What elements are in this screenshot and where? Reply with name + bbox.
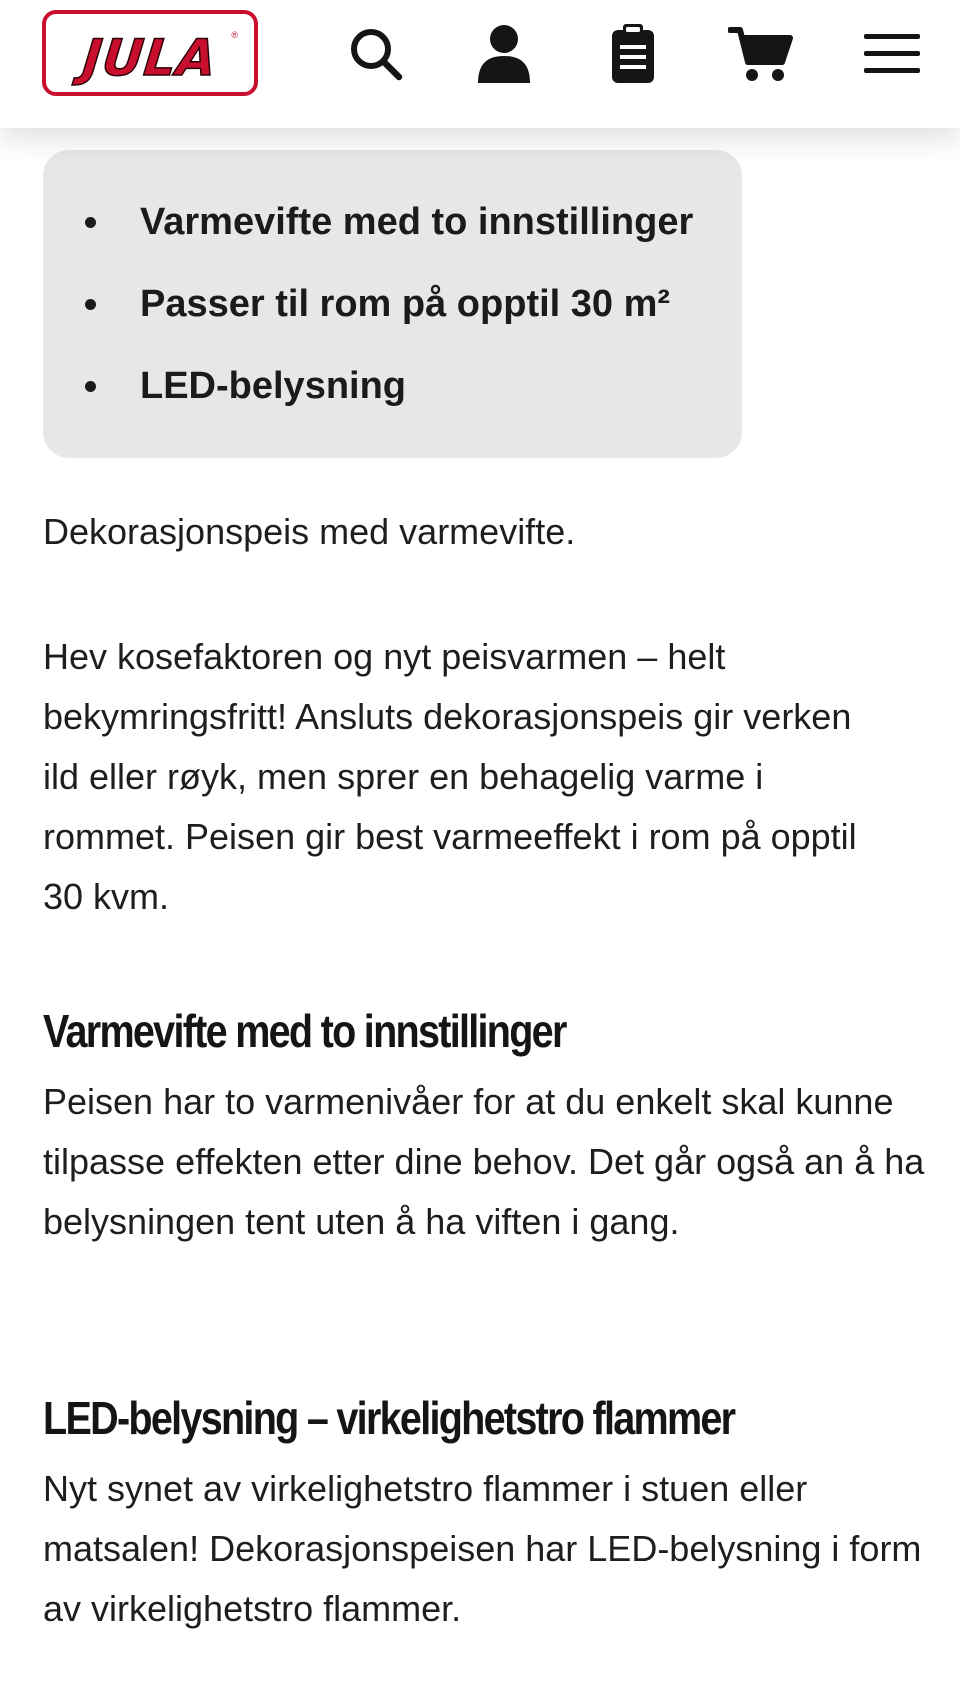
highlight-text: Varmevifte med to innstillinger bbox=[140, 200, 694, 243]
account-button[interactable] bbox=[464, 18, 544, 90]
menu-icon bbox=[864, 30, 920, 78]
shopping-list-button[interactable] bbox=[593, 18, 673, 90]
account-icon bbox=[475, 23, 533, 85]
site-header bbox=[0, 0, 960, 128]
bullet bbox=[85, 299, 96, 310]
section-heading-led: LED-belysning – virkelighetstro flammer bbox=[43, 1392, 735, 1444]
logo-frame bbox=[52, 20, 248, 86]
list-icon bbox=[609, 23, 657, 85]
jula-logo[interactable] bbox=[42, 10, 258, 96]
search-icon bbox=[346, 24, 406, 84]
description-intro: Dekorasjonspeis med varmevifte. bbox=[43, 511, 576, 552]
registered-mark: ® bbox=[231, 30, 238, 40]
cart-button[interactable] bbox=[721, 18, 801, 90]
section-text-led: Nyt synet av virkelighetstro flammer i stuen eller matsalen! Dekorasjonspeisen har LED-belysning i form av virkelighetstro flammer. bbox=[43, 1468, 922, 1629]
highlight-text: LED-belysning bbox=[140, 364, 407, 407]
highlight-text: Passer til rom på opptil 30 m² bbox=[140, 282, 671, 325]
section-heading-fan: Varmevifte med to innstillinger bbox=[43, 1005, 566, 1057]
bullet bbox=[85, 217, 96, 228]
cart-icon bbox=[728, 24, 794, 84]
highlights-box bbox=[43, 150, 742, 458]
bullet bbox=[85, 381, 96, 392]
menu-button[interactable] bbox=[852, 18, 932, 90]
section-text-fan: Peisen har to varmenivåer for at du enkelt skal kunne tilpasse effekten etter dine behov. Det går også an å ha belysningen tent uten å ha viften i gang. bbox=[43, 1081, 925, 1242]
logo-text: JULA bbox=[80, 29, 220, 87]
search-button[interactable] bbox=[336, 18, 416, 90]
description-body: Hev kosefaktoren og nyt peisvarmen – helt bekymringsfritt! Ansluts dekorasjonspeis gir verken ild eller røyk, men sprer en behagelig varme i rommet. Peisen gir best varmeeffekt i rom på opptil 30 kvm. bbox=[43, 636, 857, 917]
